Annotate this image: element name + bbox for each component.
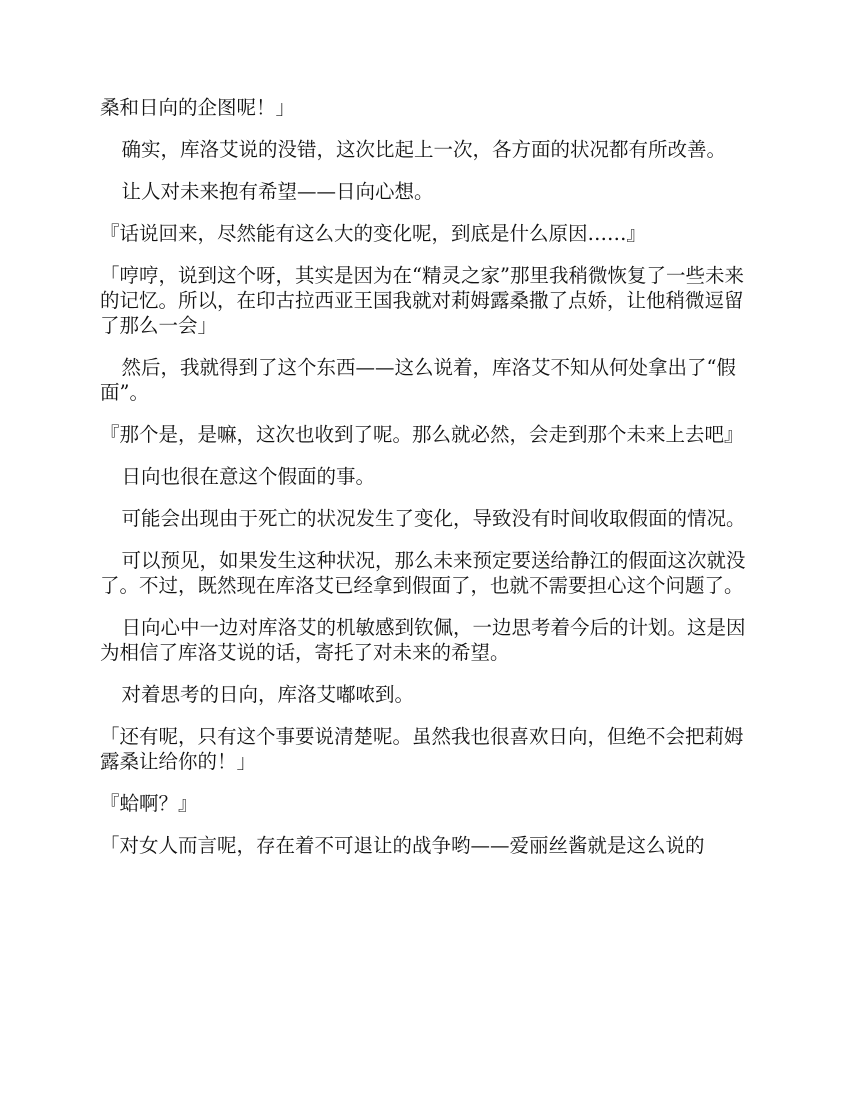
paragraph-8: 日向也很在意这个假面的事。 — [121, 465, 375, 488]
paragraph-4: 『话说回来，尽然能有这么大的变化呢，到底是什么原因……』 — [100, 222, 647, 245]
paragraph-10: 可以预见，如果发生这种状况，那么未来预定要送给静江的假面这次就没了。不过，既然现在库洛艾已经拿到假面了，也就不需要担心这个问题了。 — [100, 549, 746, 597]
paragraph-15: 「对女人而言呢，存在着不可退让的战争哟——爱丽丝酱就是这么说的 — [100, 834, 705, 857]
paragraph-3: 让人对未来抱有希望——日向心想。 — [121, 180, 434, 203]
paragraph-5: 「哼哼，说到这个呀，其实是因为在“精灵之家”那里我稍微恢复了一些未来的记忆。所以，在印古拉西亚王国我就对莉姆露桑撒了点娇，让他稍微逗留了那么一会」 — [100, 264, 744, 337]
paragraph-6: 然后，我就得到了这个东西——这么说着，库洛艾不知从何处拿出了“假面”。 — [100, 356, 736, 404]
paragraph-13: 「还有呢，只有这个事要说清楚呢。虽然我也很喜欢日向，但绝不会把莉姆露桑让给你的！」 — [100, 725, 744, 773]
paragraph-1: 桑和日向的企图呢！」 — [100, 96, 296, 119]
paragraph-14: 『蛤啊？』 — [100, 792, 198, 815]
text-column — [100, 95, 748, 875]
paragraph-7: 『那个是，是嘛，这次也收到了呢。那么就必然，会走到那个未来上去吧』 — [100, 423, 744, 446]
paragraph-9: 可能会出现由于死亡的状况发生了变化，导致没有时间收取假面的情况。 — [121, 507, 746, 530]
paragraph-11: 日向心中一边对库洛艾的机敏感到钦佩，一边思考着今后的计划。这是因为相信了库洛艾说的话，寄托了对未来的希望。 — [100, 616, 746, 664]
paragraph-2: 确实，库洛艾说的没错，这次比起上一次，各方面的状况都有所改善。 — [121, 138, 726, 161]
paragraph-12: 对着思考的日向，库洛艾嘟哝到。 — [121, 683, 414, 706]
